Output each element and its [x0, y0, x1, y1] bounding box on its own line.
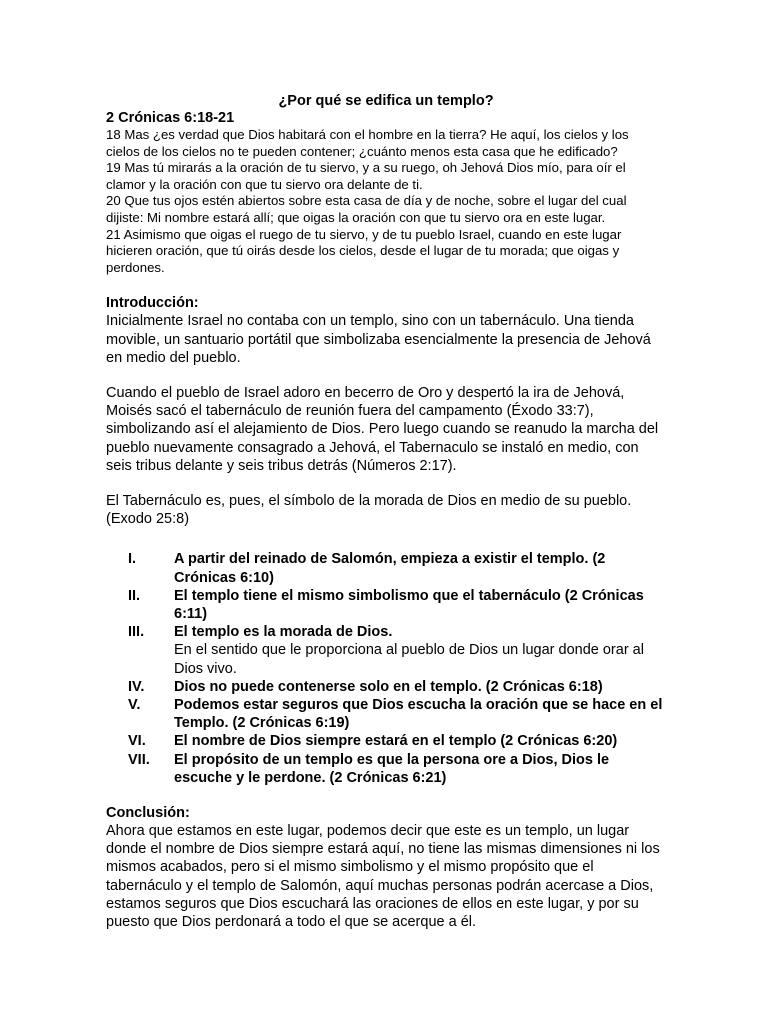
points-list: [106, 550, 666, 787]
conclusion-heading: Conclusión:: [106, 805, 190, 822]
document-title: ¿Por qué se edifica un templo?: [278, 93, 494, 109]
list-item: [106, 696, 666, 732]
point-text: El templo es la morada de Dios.: [174, 624, 393, 641]
point-number: V.: [128, 697, 141, 713]
list-item: [106, 751, 666, 787]
scripture-verses: [106, 127, 666, 276]
point-number: II.: [128, 587, 141, 604]
list-item: [106, 550, 666, 586]
introduction-paragraph-1: Inicialmente Israel no contaba con un templo, sino con un tabernáculo. Una tienda movible, un santuario portátil que simbolizaba esencialmente la presencia de Jehová en medio del pueblo.: [106, 313, 651, 366]
point-number: VI.: [128, 733, 146, 750]
point-text: El nombre de Dios siempre estará en el templo (2 Crónicas 6:20): [174, 733, 618, 750]
introduction-heading: Introducción:: [106, 295, 199, 312]
point-number: IV.: [128, 678, 145, 695]
verse-20: 20 Que tus ojos estén abiertos sobre esta casa de día y de noche, sobre el lugar del cual dijiste: Mi nombre estará allí; que oigas la oración con que tu siervo ora en este lugar.: [106, 193, 627, 225]
point-text: El propósito de un templo es que la persona ore a Dios, Dios le escuche y le perdone. (2 Crónicas 6:21): [174, 751, 610, 786]
introduction-paragraph-2: Cuando el pueblo de Israel adoro en becerro de Oro y despertó la ira de Jehová, Moisés sacó el tabernáculo de reunión fuera del campamento (Éxodo 33:7), simbolizando así el alejamiento de Dios. Pero luego cuando se reanudo la marcha del pueblo nuevamente consagrado a Jehová, el Tabernaculo se instaló en medio, con seis tribus delante y seis tribus detrás (Números 2:17).: [106, 384, 659, 474]
conclusion-paragraph: Ahora que estamos en este lugar, podemos decir que este es un templo, un lugar donde el nombre de Dios siempre estará aquí, no tiene las mismas dimensiones ni los mismos acabados, pero si el mismo simbolismo y el mismo propósito que el tabernáculo y el templo de Salomón, aquí muchas personas podrán acercase a Dios, estamos seguros que Dios escuchará las oraciones de ellos en este lugar, y por su puesto que Dios perdonará a todo el que se acerque a él.: [106, 823, 660, 931]
point-number: III.: [128, 624, 145, 641]
verse-18: 18 Mas ¿es verdad que Dios habitará con el hombre en la tierra? He aquí, los cielos y los cielos de los cielos no te pueden contener; ¿cuánto menos esta casa que he edificado?: [106, 127, 629, 159]
point-number: VII.: [128, 751, 150, 768]
point-text: A partir del reinado de Salomón, empieza a existir el templo. (2 Crónicas 6:10): [174, 551, 606, 586]
list-item: [106, 587, 666, 623]
list-item: [106, 678, 666, 696]
verse-19: 19 Mas tú mirarás a la oración de tu siervo, y a su ruego, oh Jehová Dios mío, para oír el clamor y la oración con que tu siervo ora delante de ti.: [106, 160, 626, 192]
document-content: [106, 92, 666, 931]
point-subtext: En el sentido que le proporciona al pueblo de Dios un lugar donde orar al Dios vivo.: [174, 642, 644, 677]
point-text: El templo tiene el mismo simbolismo que el tabernáculo (2 Crónicas 6:11): [174, 587, 644, 622]
verse-21: 21 Asimismo que oigas el ruego de tu siervo, y de tu pueblo Israel, cuando en este lugar hicieren oración, que tú oirás desde los cielos, desde el lugar de tu morada; que oigas y perdones.: [106, 226, 622, 275]
point-number: I.: [128, 551, 137, 568]
point-text: Dios no puede contenerse solo en el templo. (2 Crónicas 6:18): [174, 678, 603, 695]
introduction-paragraph-3: El Tabernáculo es, pues, el símbolo de la morada de Dios en medio de su pueblo. (Exodo 25:8): [106, 492, 632, 528]
scripture-reference: 2 Crónicas 6:18-21: [106, 110, 235, 126]
point-text: Podemos estar seguros que Dios escucha la oración que se hace en el Templo. (2 Crónicas 6:19): [174, 697, 663, 732]
list-item: [106, 623, 666, 678]
list-item: [106, 732, 666, 750]
